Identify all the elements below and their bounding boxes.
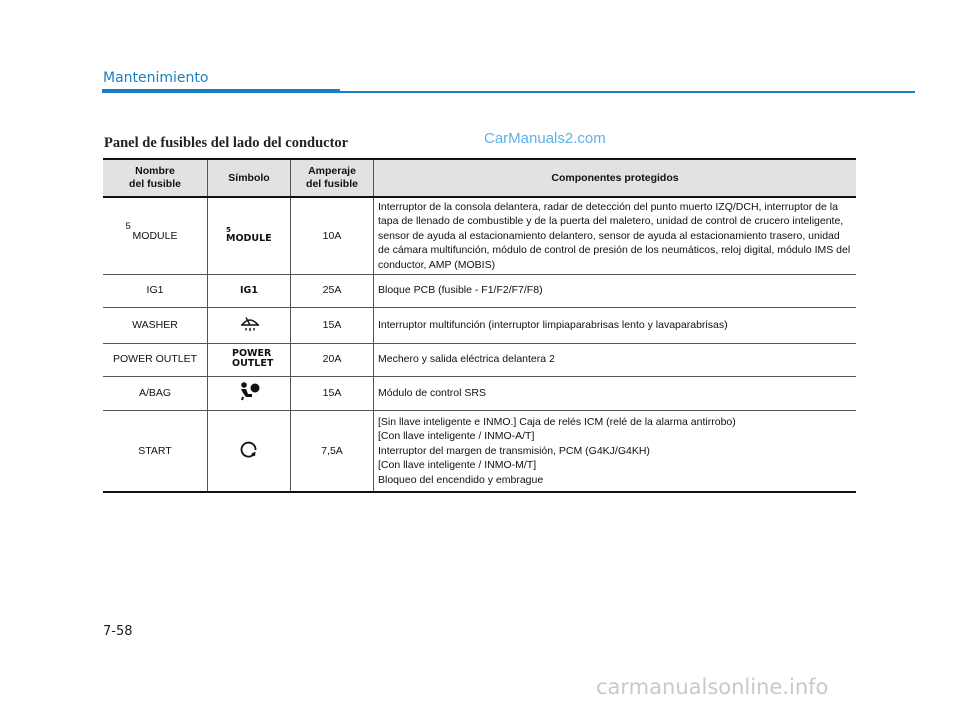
fuse-name: POWER OUTLET (103, 343, 208, 376)
watermark-bottom: carmanualsonline.info (596, 675, 829, 699)
start-icon (239, 439, 259, 464)
header-components-label: Componentes protegidos (551, 171, 679, 184)
table-row (103, 274, 856, 307)
airbag-icon (239, 381, 261, 406)
fuse-name: WASHER (103, 307, 208, 343)
header-amperage (291, 159, 374, 197)
header-rule-accent (102, 89, 340, 93)
table-row (103, 307, 856, 343)
symbol-cell (208, 274, 291, 307)
fuse-name: A/BAG (103, 376, 208, 410)
amperage-cell: 7,5A (291, 410, 374, 492)
header-rule (340, 91, 915, 93)
header-components (374, 159, 857, 197)
ig1-symbol: IG1 (240, 285, 258, 297)
table-row (103, 410, 856, 492)
fuse-name: MODULE (132, 229, 178, 242)
amperage-cell: 25A (291, 274, 374, 307)
amperage-cell: 10A (291, 197, 374, 274)
fuse-name: IG1 (103, 274, 208, 307)
amperage-cell: 15A (291, 376, 374, 410)
table-header-row (103, 159, 856, 197)
fuse-name-sup: 5 (125, 220, 131, 232)
header-fuse-name (103, 159, 208, 197)
components-cell: Interruptor multifunción (interruptor limpiaparabrisas lento y lavaparabrisas) (374, 307, 857, 343)
fuse-name-cell (103, 197, 208, 274)
symbol-cell (208, 376, 291, 410)
section-title: Mantenimiento (103, 70, 209, 86)
symbol-cell (208, 410, 291, 492)
watermark-top: CarManuals2.com (484, 130, 606, 147)
table-row (103, 197, 856, 274)
fuse-table (103, 158, 856, 493)
table-row (103, 376, 856, 410)
symbol-cell (208, 343, 291, 376)
panel-title: Panel de fusibles del lado del conductor (104, 135, 349, 151)
amperage-cell: 15A (291, 307, 374, 343)
symbol-cell (208, 197, 291, 274)
header-fuse-name-label: Nombre del fusible (129, 165, 181, 190)
symbol-cell (208, 307, 291, 343)
symbol-sup: 5 (226, 225, 231, 234)
components-cell: Módulo de control SRS (374, 376, 857, 410)
module-symbol: MODULE (226, 232, 272, 244)
amperage-cell: 20A (291, 343, 374, 376)
fuse-name: START (103, 410, 208, 492)
components-cell: [Sin llave inteligente e INMO.] Caja de relés ICM (relé de la alarma antirrobo) [Con llave inteligente / INMO-A/T] Interruptor del margen de transmisión, PCM (G4KJ/G4KH) [Con llave inteligente / INMO-M/T] Bloqueo del encendido y embrague (374, 410, 857, 492)
header-symbol-label: Símbolo (228, 171, 270, 184)
page-number: 7-58 (103, 624, 133, 639)
components-cell: Interruptor de la consola delantera, radar de detección del punto muerto IZQ/DCH, interruptor de la tapa de llenado de combustible y de la puerta del maletero, unidad de control de crucero inteligente, sensor de ayuda al estacionamiento delantero, sensor de ayuda al estacionamiento trasero, unidad de cámara multifunción, módulo de control de presión de los neumáticos, reloj digital, módulo IMS del conductor, AMP (MOBIS) (374, 197, 857, 274)
power-outlet-symbol: POWER OUTLET (232, 347, 274, 369)
table-row (103, 343, 856, 376)
components-cell: Mechero y salida eléctrica delantera 2 (374, 343, 857, 376)
washer-icon (239, 314, 261, 337)
components-cell: Bloque PCB (fusible - F1/F2/F7/F8) (374, 274, 857, 307)
header-amperage-label: Amperaje del fusible (306, 165, 358, 190)
header-symbol (208, 159, 291, 197)
